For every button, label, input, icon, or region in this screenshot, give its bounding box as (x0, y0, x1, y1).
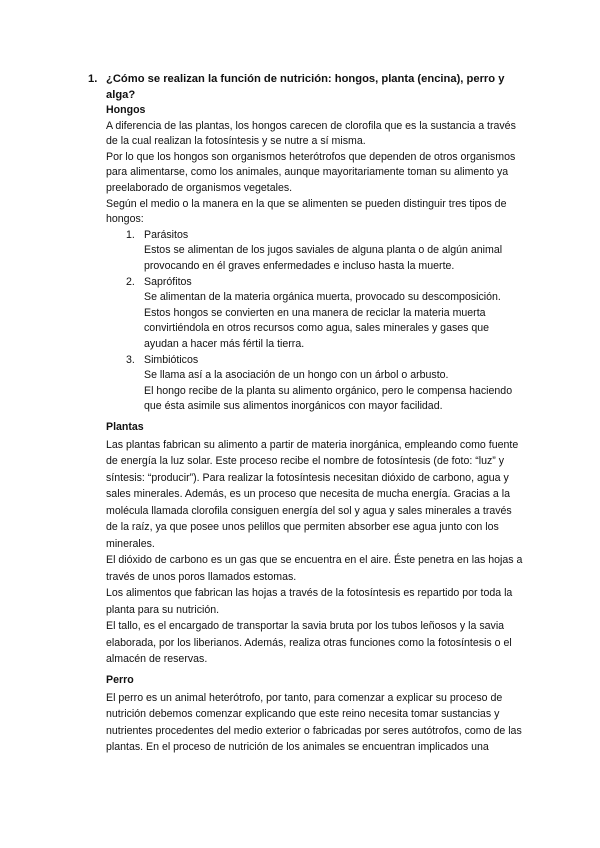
list-item (106, 353, 526, 415)
plantas-paragraph-1: Las plantas fabrican su alimento a partir de materia inorgánica, empleando como fuente de energía la luz solar. Este proceso recibe el nombre de fotosíntesis (de foto: “luz” y síntesis: “producir”). Para realizar la fotosíntesis necesitan dióxido de carbono, agua y sales minerales. Además, es un proceso que necesita de mucha energía. Gracias a la molécula llamada clorofila consiguen energía del sol y agua y sales minerales a través de la raíz, ya que posee unos pelillos que permiten absorber ese agua junto con los minerales. (106, 438, 519, 550)
question-number: 1. (88, 73, 98, 85)
plantas-paragraph-3: Los alimentos que fabrican las hojas a través de la fotosíntesis es repartido por toda la planta para su nutrición. (106, 587, 513, 616)
hongos-paragraph-2: Por lo que los hongos son organismos heterótrofos que dependen de otros organismos para alimentarse, como los animales, aunque mayoritariamente toman su alimento ya preelaborado de organismos vegetales. (106, 150, 516, 194)
list-item (106, 228, 526, 275)
question-text: ¿Cómo se realizan la función de nutrición: hongos, planta (encina), perro y alga? (106, 73, 505, 101)
plantas-heading: Plantas (106, 421, 144, 433)
list-item (106, 275, 526, 353)
perro-paragraph-1: El perro es un animal heterótrofo, por tanto, para comenzar a explicar su proceso de nutrición debemos comenzar explicando que este reino necesita tomar sustancias y nutrientes procedentes del medio exterior o fabricadas por seres autótrofos, como de las plantas. En el proceso de nutrición de los animales se encuentran implicados una (106, 691, 522, 753)
list-number: 1. (126, 228, 135, 241)
perro-heading: Perro (106, 674, 134, 686)
list-number: 2. (126, 275, 135, 288)
list-item-title: Parásitos (144, 228, 189, 241)
list-item-text: Se llama así a la asociación de un hongo con un árbol o arbusto. (144, 369, 449, 382)
hongos-paragraph-1: A diferencia de las plantas, los hongos carecen de clorofila que es la sustancia a través de la cual realizan la fotosíntesis y se nutre a sí misma. (106, 119, 516, 148)
plantas-section (106, 419, 526, 668)
plantas-paragraph-2: El dióxido de carbono es un gas que se encuentra en el aire. Éste penetra en las hojas a través de unos poros llamados estomas. (106, 554, 523, 583)
list-item-text-2: El hongo recibe de la planta su alimento orgánico, pero le compensa haciendo que ésta asimile sus alimentos inorgánicos con mayor facilidad. (144, 384, 513, 413)
question-heading (90, 72, 520, 103)
hongos-paragraph-3: Según el medio o la manera en la que se alimenten se pueden distinguir tres tipos de hongos: (106, 197, 507, 226)
list-item-title: Saprófitos (144, 275, 192, 288)
hongos-heading: Hongos (106, 104, 146, 116)
list-number: 3. (126, 353, 135, 366)
list-item-text: Estos se alimentan de los jugos saviales de alguna planta o de algún animal provocando en él graves enfermedades e incluso hasta la muerte. (144, 244, 503, 272)
perro-section (106, 672, 526, 756)
hongos-section (106, 103, 526, 415)
hongos-types-list (106, 228, 526, 415)
list-item-text: Se alimentan de la materia orgánica muerta, provocado su descomposición. Estos hongos se convierten en una manera de reciclar la materia muerta convirtiéndola en otros recursos como agua, sales minerales y gases que ayudan a hacer más fértil la tierra. (144, 291, 501, 350)
plantas-paragraph-4: El tallo, es el encargado de transportar la savia bruta por los tubos leñosos y la savia elaborada, por los liberianos. Además, realiza otras funciones como la fotosíntesis o el almacén de reservas. (106, 620, 512, 665)
list-item-title: Simbióticos (144, 353, 199, 366)
